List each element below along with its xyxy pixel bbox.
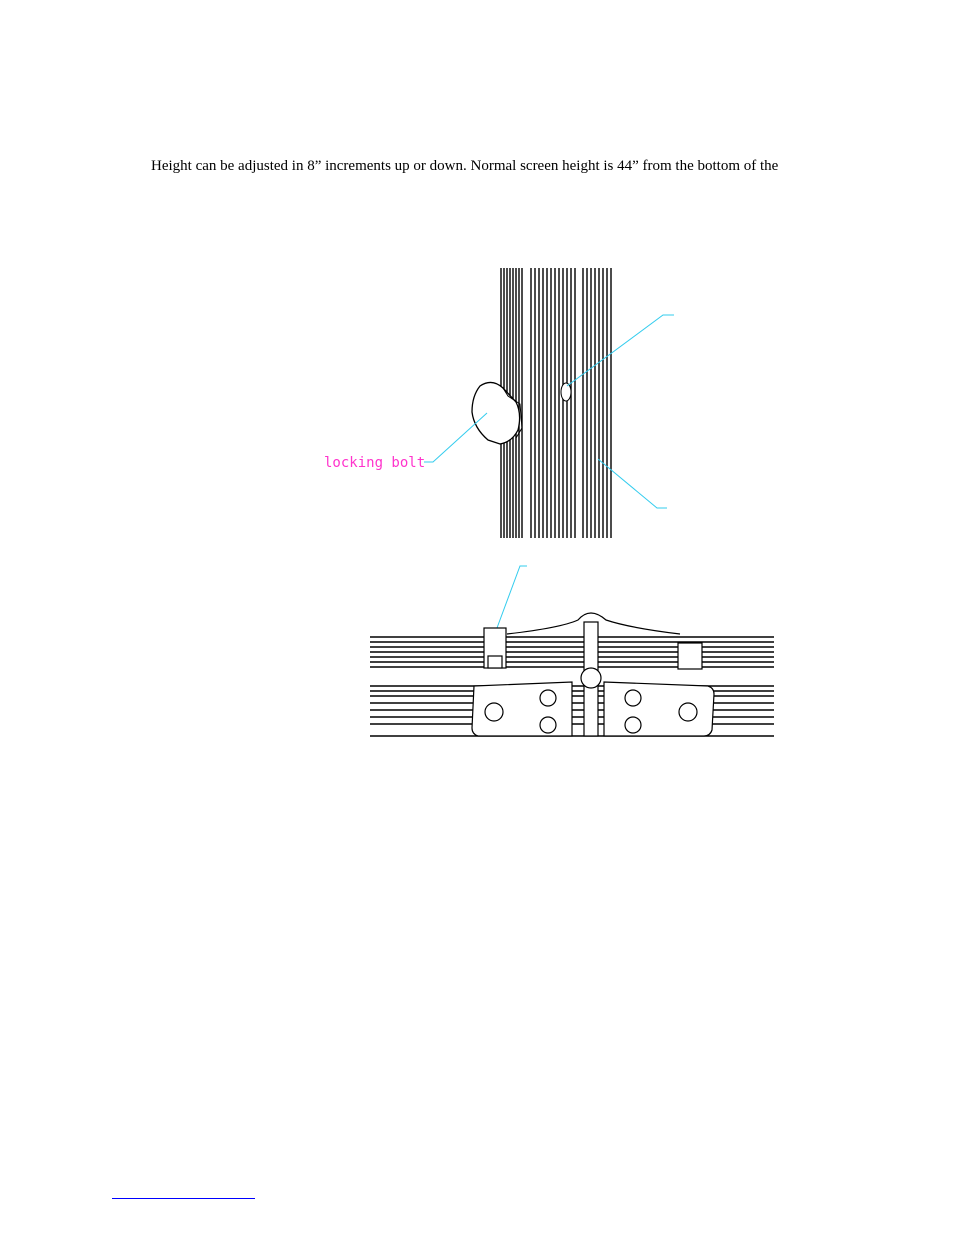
locking-bolt-label: locking bolt	[324, 455, 426, 471]
leader-lines	[424, 315, 674, 636]
vertical-post	[501, 268, 611, 538]
body-paragraph: Height can be adjusted in 8” increments up or down. Normal screen height is 44” from the bottom of the	[151, 158, 779, 174]
hinge	[472, 613, 714, 736]
post-slot	[561, 383, 571, 401]
footer-link[interactable]	[112, 1182, 255, 1199]
locking-bolt-knob	[472, 382, 522, 444]
